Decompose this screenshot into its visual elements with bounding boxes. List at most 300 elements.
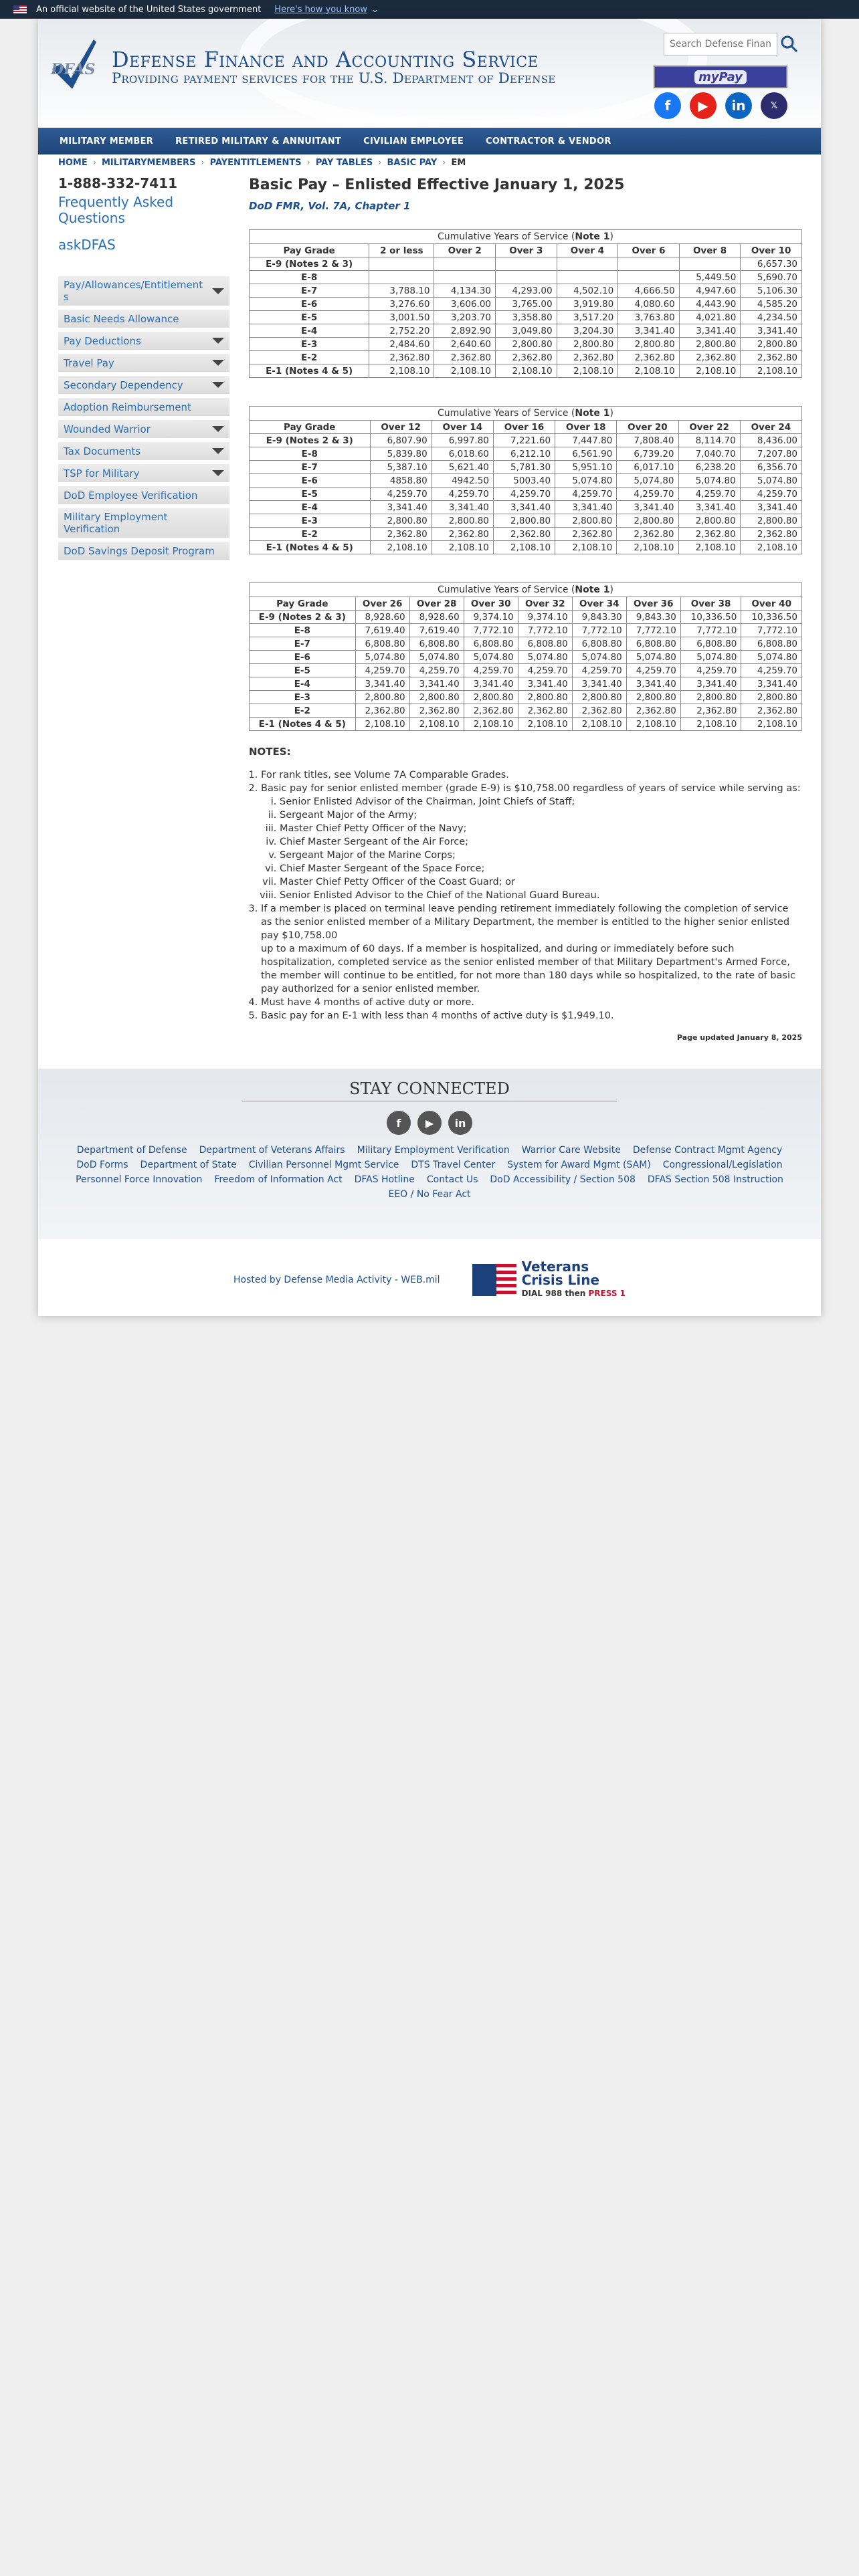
youtube-icon[interactable]: ▶	[690, 92, 717, 119]
sidebar	[58, 175, 229, 564]
pay-value-cell: 9,374.10	[464, 611, 518, 624]
sidebar-menu-label: Tax Documents	[64, 445, 141, 457]
footer-links	[52, 1143, 807, 1202]
pay-value-cell: 2,108.10	[557, 364, 618, 378]
pay-value-cell: 2,108.10	[493, 541, 555, 554]
caption-text: Cumulative Years of Service (	[438, 584, 575, 595]
pay-value-cell: 6,018.60	[432, 447, 493, 461]
sidebar-menu-item[interactable]	[58, 464, 229, 482]
pay-value-cell: 3,341.40	[432, 501, 493, 514]
dfas-logo[interactable]	[50, 37, 98, 92]
footer-link[interactable]: Congressional/Legislation	[662, 1160, 783, 1170]
sidebar-menu-item[interactable]	[58, 398, 229, 416]
sidebar-menu-label: Adoption Reimbursement	[64, 401, 191, 413]
pay-value-cell: 4,293.00	[496, 284, 557, 298]
pay-grade-cell: E-2	[250, 351, 369, 364]
pay-value-cell: 10,336.50	[680, 611, 741, 624]
pay-value-cell: 4,134.30	[434, 284, 496, 298]
sidebar-menu-item[interactable]	[58, 508, 229, 538]
pay-value-cell: 2,108.10	[679, 364, 741, 378]
youtube-icon[interactable]: ▶	[417, 1111, 442, 1135]
pay-value-cell: 2,362.80	[741, 351, 802, 364]
pay-value-cell	[557, 257, 618, 271]
header-social-links	[654, 92, 787, 119]
table-row	[250, 434, 802, 447]
sidebar-menu-item[interactable]	[58, 310, 229, 328]
pay-value-cell: 2,108.10	[434, 364, 496, 378]
pay-value-cell: 2,362.80	[617, 528, 678, 541]
pay-grade-cell: E-1 (Notes 4 & 5)	[250, 364, 369, 378]
column-header: Over 3	[496, 244, 557, 257]
pay-grade-cell: E-3	[250, 338, 369, 351]
sidebar-menu-label: TSP for Military	[64, 467, 140, 479]
table-row	[250, 488, 802, 501]
pay-value-cell: 7,447.80	[555, 434, 617, 447]
pay-value-cell: 3,276.60	[369, 298, 434, 311]
caption-note: Note 1	[575, 584, 610, 595]
footer-link[interactable]: DoD Forms	[76, 1160, 128, 1170]
pay-value-cell: 6,356.70	[740, 461, 801, 474]
pay-value-cell: 4,259.70	[680, 664, 741, 677]
table-row	[250, 664, 802, 677]
pay-value-cell: 4,234.50	[741, 311, 802, 324]
pay-value-cell: 6,017.10	[617, 461, 678, 474]
table-row	[250, 257, 802, 271]
pay-value-cell: 2,800.80	[432, 514, 493, 528]
hosted-by-link[interactable]: Hosted by Defense Media Activity - WEB.mil	[233, 1275, 440, 1285]
linkedin-icon[interactable]: in	[725, 92, 752, 119]
breadcrumb-basic-pay[interactable]: BASIC PAY	[387, 158, 438, 168]
pay-value-cell: 2,362.80	[555, 528, 617, 541]
us-flag-icon	[13, 5, 27, 13]
footer-link[interactable]: Department of State	[140, 1160, 237, 1170]
pay-grade-cell: E-4	[250, 501, 371, 514]
pay-value-cell: 2,362.80	[369, 351, 434, 364]
chevron-down-icon: ⌄	[370, 4, 380, 15]
pay-value-cell: 5,074.80	[626, 651, 680, 664]
column-header: Over 4	[557, 244, 618, 257]
pay-tables	[249, 229, 802, 731]
pay-grade-cell: E-9 (Notes 2 & 3)	[250, 611, 356, 624]
pay-value-cell	[557, 271, 618, 284]
pay-value-cell: 5,074.80	[555, 474, 617, 488]
heres-how-you-know-link[interactable]	[274, 5, 379, 15]
breadcrumb-militarymembers[interactable]: MILITARYMEMBERS	[101, 158, 196, 168]
pay-value-cell: 2,362.80	[557, 351, 618, 364]
caret-down-icon[interactable]	[212, 360, 224, 366]
pay-value-cell: 5,106.30	[741, 284, 802, 298]
pay-value-cell: 3,341.40	[618, 324, 680, 338]
pay-value-cell: 2,362.80	[518, 704, 572, 718]
pay-value-cell: 6,808.80	[680, 637, 741, 651]
footer-stay-connected	[38, 1069, 821, 1239]
pay-value-cell: 4,259.70	[572, 664, 626, 677]
gov-banner-text: An official website of the United States government	[36, 4, 262, 15]
page-updated: Page updated January 8, 2025	[676, 1033, 802, 1042]
table-row	[250, 271, 802, 284]
pay-value-cell: 2,800.80	[370, 514, 432, 528]
pay-grade-cell: E-8	[250, 271, 369, 284]
pay-value-cell: 6,807.90	[370, 434, 432, 447]
note-2-subitem: vi. Chief Master Sergeant of the Space Force;	[280, 862, 802, 875]
pay-value-cell: 6,238.20	[678, 461, 740, 474]
table-row	[250, 311, 802, 324]
pay-value-cell: 4,259.70	[626, 664, 680, 677]
pay-grade-cell: E-2	[250, 528, 371, 541]
sidebar-menu-item[interactable]	[58, 442, 229, 460]
nav-military-member[interactable]: MILITARY MEMBER	[60, 136, 154, 146]
pay-value-cell: 8,928.60	[355, 611, 409, 624]
table-row	[250, 447, 802, 461]
caption-note: Note 1	[575, 231, 610, 242]
notes-title: NOTES:	[249, 746, 291, 758]
pay-value-cell	[496, 257, 557, 271]
pay-value-cell: 5,621.40	[432, 461, 493, 474]
main-content	[249, 177, 802, 1042]
column-header: Over 20	[617, 421, 678, 434]
column-header: Pay Grade	[250, 244, 369, 257]
pay-value-cell: 4,947.60	[679, 284, 741, 298]
pay-grade-cell: E-7	[250, 284, 369, 298]
pay-value-cell: 2,800.80	[680, 691, 741, 704]
pay-value-cell: 5,449.50	[679, 271, 741, 284]
pay-value-cell: 2,362.80	[572, 704, 626, 718]
table-row	[250, 324, 802, 338]
veterans-crisis-line-link[interactable]	[472, 1260, 626, 1300]
pay-value-cell: 5,074.80	[617, 474, 678, 488]
table-caption	[249, 406, 802, 420]
column-header: Over 12	[370, 421, 432, 434]
pay-value-cell: 4,259.70	[617, 488, 678, 501]
pay-value-cell: 2,800.80	[678, 514, 740, 528]
pay-value-cell: 2,800.80	[557, 338, 618, 351]
pay-grade-cell: E-5	[250, 664, 356, 677]
breadcrumb-pay-tables[interactable]: PAY TABLES	[315, 158, 373, 168]
pay-value-cell: 7,772.10	[464, 624, 518, 637]
pay-table	[249, 229, 802, 378]
pay-value-cell: 3,001.50	[369, 311, 434, 324]
pay-value-cell: 6,808.80	[518, 637, 572, 651]
chevron-right-icon: ›	[442, 158, 446, 168]
caption-note: Note 1	[575, 408, 610, 419]
note-2-subitem: ii. Sergeant Major of the Army;	[280, 809, 802, 822]
pay-value-cell: 2,108.10	[626, 718, 680, 731]
pay-value-cell: 6,808.80	[572, 637, 626, 651]
pay-value-cell: 9,843.30	[572, 611, 626, 624]
pay-value-cell: 7,772.10	[518, 624, 572, 637]
site-header	[38, 19, 821, 128]
pay-table	[249, 582, 802, 731]
sidebar-menu-item[interactable]	[58, 332, 229, 350]
pay-value-cell: 6,808.80	[741, 637, 802, 651]
pay-value-cell: 4942.50	[432, 474, 493, 488]
search-input[interactable]	[664, 33, 777, 56]
pay-value-cell: 2,108.10	[355, 718, 409, 731]
how-link-label: Here's how you know	[274, 4, 367, 15]
chevron-right-icon: ›	[306, 158, 310, 168]
pay-value-cell: 5,074.80	[464, 651, 518, 664]
pay-grade-cell: E-5	[250, 311, 369, 324]
askdfas-link[interactable]: askDFAS	[58, 237, 116, 253]
pay-value-cell: 2,108.10	[740, 541, 801, 554]
note-2-subitem: viii. Senior Enlisted Advisor to the Chief of the National Guard Bureau.	[280, 889, 802, 902]
pay-value-cell: 3,341.40	[409, 677, 464, 691]
pay-grade-cell: E-4	[250, 677, 356, 691]
pay-value-cell: 2,800.80	[740, 514, 801, 528]
pay-value-cell: 2,108.10	[680, 718, 741, 731]
column-header: Over 8	[679, 244, 741, 257]
caption-text: Cumulative Years of Service (	[438, 408, 575, 419]
caption-suffix: )	[609, 584, 613, 595]
pay-value-cell: 2,108.10	[464, 718, 518, 731]
column-header: Over 18	[555, 421, 617, 434]
crisis-press-text: PRESS 1	[588, 1289, 626, 1298]
pay-value-cell: 7,772.10	[626, 624, 680, 637]
site-title: Defense Finance and Accounting Service	[112, 47, 539, 72]
sidebar-menu-item[interactable]	[58, 276, 229, 306]
pay-value-cell: 5,074.80	[409, 651, 464, 664]
footer-link[interactable]: Department of Defense	[76, 1145, 187, 1156]
chevron-right-icon: ›	[201, 158, 205, 168]
pay-value-cell: 2,108.10	[741, 364, 802, 378]
pay-value-cell: 4858.80	[370, 474, 432, 488]
pay-value-cell: 2,800.80	[741, 691, 802, 704]
pay-value-cell: 7,040.70	[678, 447, 740, 461]
pay-value-cell: 2,108.10	[555, 541, 617, 554]
column-header: Pay Grade	[250, 597, 356, 611]
note-2-subitem: vii. Master Chief Petty Officer of the Coast Guard; or	[280, 875, 802, 889]
note-2	[261, 782, 802, 902]
footer-link[interactable]: Warrior Care Website	[521, 1145, 621, 1156]
pay-table	[249, 406, 802, 554]
footer-social-links	[38, 1111, 821, 1135]
pay-value-cell: 7,772.10	[741, 624, 802, 637]
pay-value-cell: 6,657.30	[741, 257, 802, 271]
pay-value-cell	[369, 257, 434, 271]
pay-value-cell: 5,387.10	[370, 461, 432, 474]
sidebar-menu-label: Pay Deductions	[64, 334, 141, 347]
note-2-text: Basic pay for senior enlisted member (grade E-9) is $10,758.00 regardless of years of service while serving as:	[261, 783, 801, 794]
pay-value-cell: 6,561.90	[555, 447, 617, 461]
pay-grade-cell: E-7	[250, 461, 371, 474]
caret-down-icon[interactable]	[212, 426, 224, 432]
table-row	[250, 651, 802, 664]
table-row	[250, 501, 802, 514]
breadcrumb-home[interactable]: HOME	[58, 158, 88, 168]
footer-link[interactable]: Military Employment Verification	[357, 1145, 510, 1156]
pay-value-cell: 8,928.60	[409, 611, 464, 624]
table-row	[250, 704, 802, 718]
pay-value-cell: 3,341.40	[464, 677, 518, 691]
pay-value-cell: 2,800.80	[518, 691, 572, 704]
pay-value-cell: 2,800.80	[409, 691, 464, 704]
pay-value-cell: 4,259.70	[409, 664, 464, 677]
pay-grade-cell: E-8	[250, 447, 371, 461]
pay-value-cell: 4,080.60	[618, 298, 680, 311]
nav-retired-military[interactable]: RETIRED MILITARY & ANNUITANT	[175, 136, 342, 146]
pay-value-cell: 7,772.10	[680, 624, 741, 637]
sidebar-menu-item[interactable]	[58, 542, 229, 560]
footer-link[interactable]: Freedom of Information Act	[214, 1174, 343, 1185]
sidebar-menu-item[interactable]	[58, 420, 229, 438]
search-icon[interactable]	[779, 33, 800, 55]
pay-grade-cell: E-8	[250, 624, 356, 637]
note-3-text: If a member is placed on terminal leave pending retirement immediately following the completion of service as the senior enlisted member of a Military Department, the member is entitled to the higher senior enlisted pay $10,758.00	[261, 903, 790, 941]
footer-link[interactable]: Personnel Force Innovation	[76, 1174, 203, 1185]
column-header: Pay Grade	[250, 421, 371, 434]
note-2-sublist	[261, 795, 802, 902]
pay-value-cell	[679, 257, 741, 271]
notes-list	[249, 768, 802, 1023]
sidebar-menu-label: Secondary Dependency	[64, 379, 183, 391]
site-subtitle: Providing payment services for the U.S. Department of Defense	[112, 70, 556, 86]
caption-text: Cumulative Years of Service (	[438, 231, 575, 242]
note-2-subitem: v. Sergeant Major of the Marine Corps;	[280, 849, 802, 862]
pay-value-cell: 2,362.80	[355, 704, 409, 718]
phone-number: 1-888-332-7411	[58, 175, 177, 191]
x-icon[interactable]: 𝕏	[761, 92, 787, 119]
pay-value-cell: 2,800.80	[617, 514, 678, 528]
pay-value-cell: 6,808.80	[464, 637, 518, 651]
pay-grade-cell: E-6	[250, 651, 356, 664]
pay-value-cell: 3,919.80	[557, 298, 618, 311]
column-header: 2 or less	[369, 244, 434, 257]
footer-link[interactable]: DFAS Section 508 Instruction	[647, 1174, 783, 1185]
table-header-row	[250, 421, 802, 434]
caption-suffix: )	[609, 231, 613, 242]
table-row	[250, 691, 802, 704]
pay-value-cell: 2,108.10	[409, 718, 464, 731]
pay-value-cell: 2,800.80	[555, 514, 617, 528]
pay-value-cell: 2,800.80	[679, 338, 741, 351]
sidebar-menu-item[interactable]	[58, 376, 229, 394]
pay-value-cell: 2,752.20	[369, 324, 434, 338]
pay-value-cell: 2,362.80	[432, 528, 493, 541]
footer-link[interactable]: DoD Accessibility / Section 508	[490, 1174, 636, 1185]
caret-down-icon[interactable]	[212, 338, 224, 344]
caret-down-icon[interactable]	[212, 288, 224, 294]
pay-value-cell: 3,341.40	[518, 677, 572, 691]
sidebar-menu-label: Military Employment Verification	[64, 511, 168, 535]
pay-value-cell: 2,892.90	[434, 324, 496, 338]
table-row	[250, 338, 802, 351]
breadcrumb-current: EM	[451, 158, 466, 168]
pay-grade-cell: E-3	[250, 514, 371, 528]
footer-link[interactable]: Department of Veterans Affairs	[199, 1145, 345, 1156]
pay-value-cell: 2,108.10	[432, 541, 493, 554]
pay-value-cell: 6,808.80	[355, 637, 409, 651]
pay-value-cell: 4,259.70	[555, 488, 617, 501]
pay-value-cell: 4,021.80	[679, 311, 741, 324]
facebook-icon[interactable]: f	[387, 1111, 411, 1135]
pay-value-cell: 4,585.20	[741, 298, 802, 311]
table-caption	[249, 229, 802, 243]
pay-grade-cell: E-7	[250, 637, 356, 651]
pay-value-cell: 6,212.10	[493, 447, 555, 461]
pay-value-cell: 5,690.70	[741, 271, 802, 284]
caret-down-icon[interactable]	[212, 382, 224, 388]
pay-value-cell: 7,221.60	[493, 434, 555, 447]
pay-value-cell: 4,259.70	[678, 488, 740, 501]
pay-value-cell: 6,808.80	[409, 637, 464, 651]
facebook-icon[interactable]: f	[654, 92, 681, 119]
pay-value-cell: 2,800.80	[741, 338, 802, 351]
pay-value-cell: 3,341.40	[572, 677, 626, 691]
pay-value-cell: 9,374.10	[518, 611, 572, 624]
footer-link[interactable]: DFAS Hotline	[354, 1174, 415, 1185]
sidebar-menu-item[interactable]	[58, 354, 229, 372]
pay-value-cell: 2,484.60	[369, 338, 434, 351]
footer-host	[38, 1244, 821, 1316]
mypay-button[interactable]	[654, 66, 787, 88]
footer-link[interactable]: EEO / No Fear Act	[388, 1189, 471, 1200]
pay-value-cell: 5,074.80	[741, 651, 802, 664]
pay-value-cell: 2,362.80	[678, 528, 740, 541]
pay-value-cell: 2,108.10	[370, 541, 432, 554]
pay-value-cell: 3,341.40	[555, 501, 617, 514]
pay-value-cell: 4,502.10	[557, 284, 618, 298]
page-container	[38, 19, 821, 1316]
pay-value-cell: 5,951.10	[555, 461, 617, 474]
notes-section	[249, 746, 802, 1042]
column-header: Over 2	[434, 244, 496, 257]
column-header: Over 36	[626, 597, 680, 611]
nav-contractor-vendor[interactable]: CONTRACTOR & VENDOR	[486, 136, 611, 146]
column-header: Over 32	[518, 597, 572, 611]
pay-value-cell: 2,640.60	[434, 338, 496, 351]
pay-value-cell: 4,259.70	[518, 664, 572, 677]
footer-link[interactable]: Contact Us	[426, 1174, 478, 1185]
faq-link[interactable]: Frequently Asked Questions	[58, 194, 174, 226]
pay-value-cell: 3,517.20	[557, 311, 618, 324]
caret-down-icon[interactable]	[212, 470, 224, 476]
pay-value-cell: 6,997.80	[432, 434, 493, 447]
footer-link[interactable]: DTS Travel Center	[411, 1160, 496, 1170]
pay-value-cell: 5,074.80	[678, 474, 740, 488]
pay-grade-cell: E-6	[250, 474, 371, 488]
sidebar-menu-item[interactable]	[58, 486, 229, 504]
logo-text: DFAS	[51, 61, 96, 78]
table-row	[250, 624, 802, 637]
nav-civilian-employee[interactable]: CIVILIAN EMPLOYEE	[363, 136, 464, 146]
pay-value-cell: 2,800.80	[464, 691, 518, 704]
linkedin-icon[interactable]: in	[448, 1111, 472, 1135]
pay-grade-cell: E-9 (Notes 2 & 3)	[250, 434, 371, 447]
caret-down-icon[interactable]	[212, 448, 224, 454]
crisis-line-flag-icon	[472, 1264, 496, 1296]
fmr-reference-link[interactable]: DoD FMR, Vol. 7A, Chapter 1	[249, 200, 411, 212]
column-header: Over 26	[355, 597, 409, 611]
pay-value-cell: 2,362.80	[618, 351, 680, 364]
footer-link[interactable]: Civilian Personnel Mgmt Service	[248, 1160, 399, 1170]
pay-grade-cell: E-6	[250, 298, 369, 311]
note-3	[261, 902, 802, 996]
note-1: 1. For rank titles, see Volume 7A Comparable Grades.	[261, 768, 802, 782]
pay-value-cell: 3,763.80	[618, 311, 680, 324]
breadcrumb-payentitlements[interactable]: PAYENTITLEMENTS	[209, 158, 302, 168]
pay-value-cell	[496, 271, 557, 284]
sidebar-menu	[58, 276, 229, 560]
pay-value-cell: 5,839.80	[370, 447, 432, 461]
footer-link[interactable]: System for Award Mgmt (SAM)	[507, 1160, 651, 1170]
pay-value-cell: 3,606.00	[434, 298, 496, 311]
table-row	[250, 514, 802, 528]
footer-link[interactable]: Defense Contract Mgmt Agency	[632, 1145, 783, 1156]
pay-value-cell	[618, 257, 680, 271]
pay-value-cell: 2,108.10	[617, 541, 678, 554]
table-row	[250, 637, 802, 651]
column-header: Over 24	[740, 421, 801, 434]
